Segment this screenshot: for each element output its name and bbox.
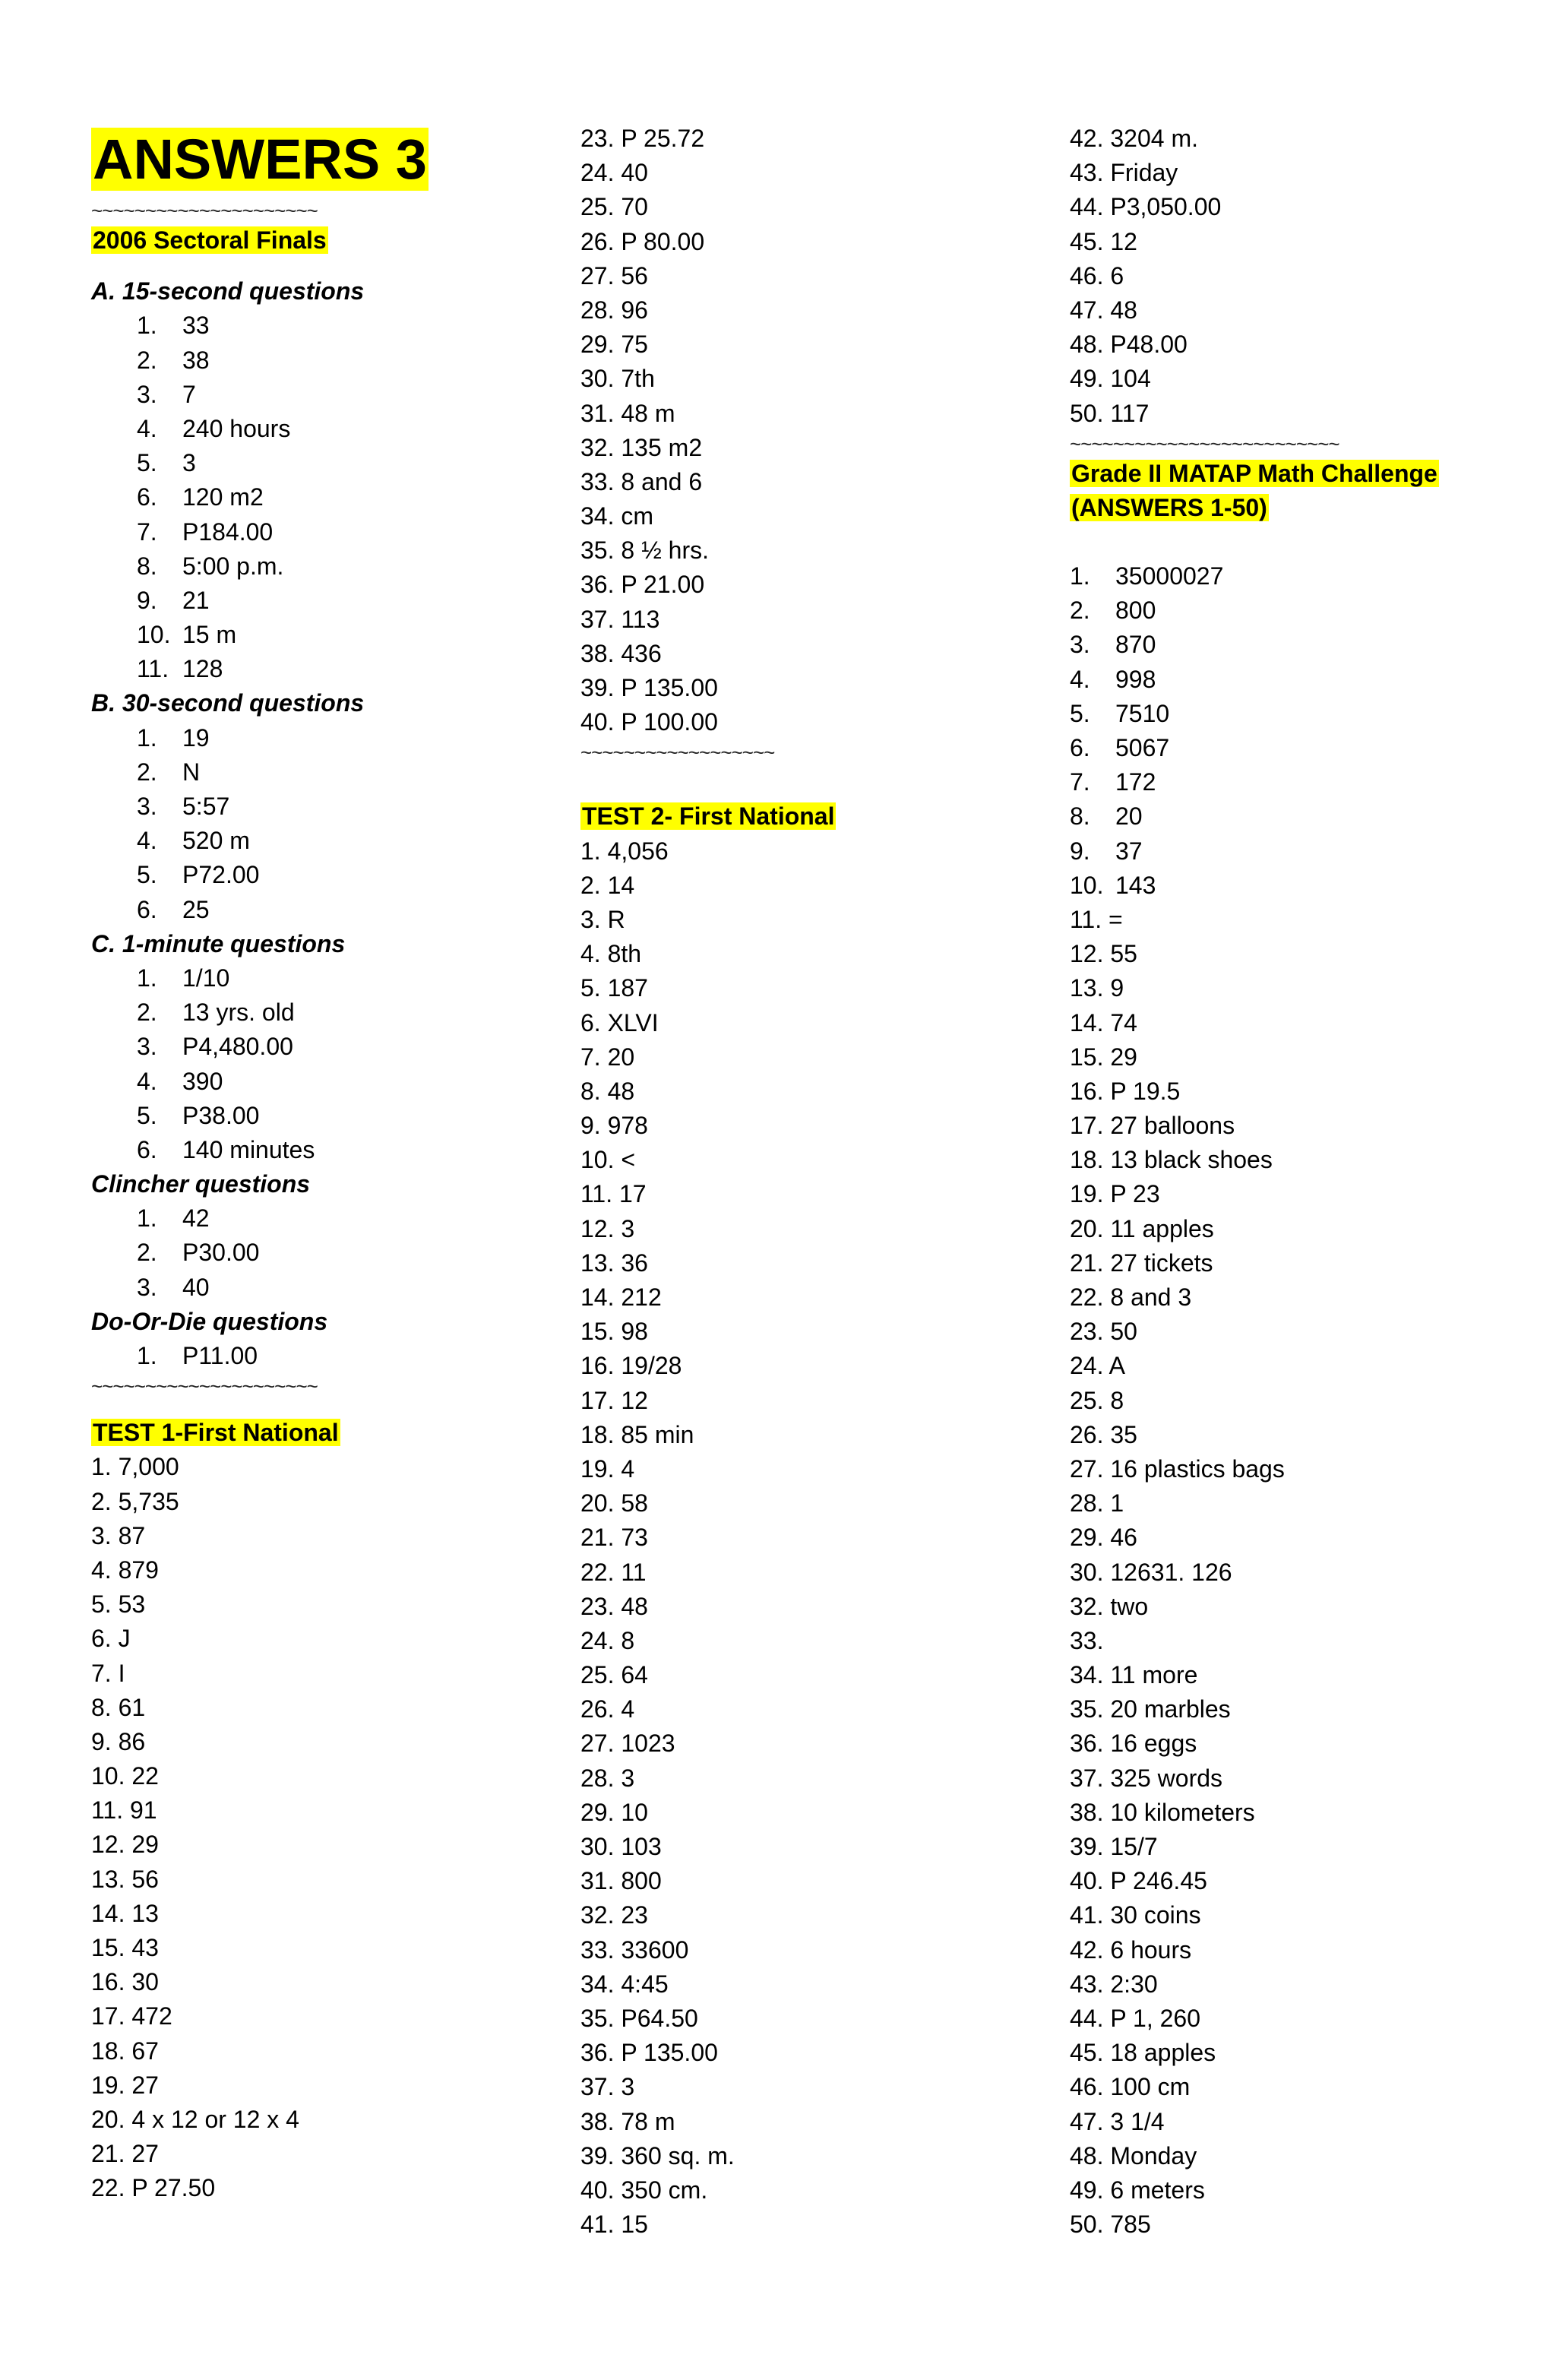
matap-list-continued	[1070, 903, 1526, 2242]
list-item: 30. 12631. 126	[1070, 1558, 1232, 1586]
list-item: 33. 8 and 6	[580, 467, 703, 495]
matap-heading-line-1: Grade II MATAP Math Challenge	[1071, 459, 1437, 487]
item-number: 4.	[137, 827, 157, 855]
list-item: 9. 86	[91, 1727, 146, 1755]
item-number: 1.	[137, 1204, 157, 1233]
list-item: 6. XLVI	[580, 1008, 659, 1037]
item-value: 520 m	[182, 827, 250, 855]
list-item: 29. 75	[580, 331, 648, 359]
section-label: A. 15-second questions	[91, 277, 365, 305]
list-item	[91, 412, 562, 446]
test1-heading: TEST 1-First National	[93, 1419, 339, 1447]
list-item: 31. 48 m	[580, 399, 675, 427]
list-item	[91, 790, 562, 824]
list-item: 24. 8	[580, 1626, 635, 1654]
list-item: 33. 33600	[580, 1935, 689, 1964]
list-item: 18. 85 min	[580, 1420, 694, 1448]
item-number: 1.	[137, 964, 157, 992]
list-item	[1070, 593, 1526, 628]
list-item: 12. 29	[91, 1831, 159, 1859]
item-value: P30.00	[182, 1239, 260, 1267]
list-item: 14. 212	[580, 1283, 662, 1311]
item-value: 5:00 p.m.	[182, 552, 284, 580]
list-item: 35. 8 ½ hrs.	[580, 536, 709, 565]
list-item: 37. 3	[580, 2073, 635, 2101]
list-item: 47. 48	[1070, 296, 1137, 324]
list-item	[1070, 559, 1526, 593]
list-item: 28. 3	[580, 1764, 635, 1792]
list-item: 13. 36	[580, 1249, 648, 1277]
list-item: 22. 8 and 3	[1070, 1283, 1192, 1311]
list-item: 3. R	[580, 905, 625, 933]
section-label: Do-Or-Die questions	[91, 1307, 328, 1335]
list-item: 12. 55	[1070, 940, 1137, 968]
list-item	[91, 480, 562, 514]
list-item: 19. 4	[580, 1454, 635, 1483]
list-item: 28. 1	[1070, 1489, 1124, 1518]
list-item: 36. 16 eggs	[1070, 1730, 1197, 1758]
divider: ~~~~~~~~~~~~~~~~~~~~~~~~~	[1070, 432, 1339, 455]
list-item	[91, 1133, 562, 1167]
list-item: 48. P48.00	[1070, 331, 1188, 359]
list-item: 41. 30 coins	[1070, 1901, 1201, 1929]
list-item: 21. 27 tickets	[1070, 1249, 1213, 1277]
list-item	[91, 1201, 562, 1236]
list-item	[91, 893, 562, 927]
list-item: 44. P3,050.00	[1070, 193, 1222, 221]
item-value: 19	[182, 723, 210, 752]
item-value: 42	[182, 1204, 210, 1233]
list-item: 23. 50	[1070, 1318, 1137, 1346]
list-item: 25. 70	[580, 193, 648, 221]
item-value: 25	[182, 895, 210, 923]
list-item: 38. 78 m	[580, 2107, 675, 2135]
item-number: 6.	[137, 483, 157, 511]
list-item	[1070, 799, 1526, 834]
list-item: 12. 3	[580, 1214, 635, 1242]
sectoral-heading: 2006 Sectoral Finals	[93, 226, 327, 254]
list-item	[91, 995, 562, 1030]
list-item: 43. 2:30	[1070, 1970, 1158, 1998]
list-item: 9. 978	[580, 1112, 648, 1140]
test1-list	[91, 1450, 562, 2205]
list-item: 1. 4,056	[580, 837, 669, 865]
list-item: 45. 18 apples	[1070, 2039, 1216, 2067]
list-item: 2. 14	[580, 871, 635, 899]
item-number: 9.	[137, 586, 157, 614]
item-number: 3.	[137, 793, 157, 820]
list-item: 40. 350 cm.	[580, 2176, 708, 2204]
list-item: 26. 4	[580, 1695, 635, 1723]
item-number: 8.	[1070, 802, 1090, 831]
test2-list	[580, 834, 1052, 2242]
list-item: 16. 19/28	[580, 1352, 682, 1380]
item-value: 21	[182, 586, 210, 614]
list-item: 28. 96	[580, 296, 648, 324]
item-number: 1.	[137, 723, 157, 752]
list-item: 17. 472	[91, 2002, 172, 2030]
list-item	[91, 343, 562, 378]
list-item: 32. 135 m2	[580, 433, 703, 461]
list-item: 1. 7,000	[91, 1453, 179, 1481]
list-item: 14. 74	[1070, 1008, 1137, 1037]
list-item: 6. J	[91, 1625, 131, 1653]
test2-list-continued	[1070, 122, 1526, 431]
list-item	[91, 584, 562, 618]
list-item: 49. 6 meters	[1070, 2176, 1205, 2204]
list-item: 5. 53	[91, 1590, 146, 1619]
item-value: 13 yrs. old	[182, 999, 295, 1027]
item-value: 7	[182, 380, 196, 408]
list-item: 30. 7th	[580, 365, 655, 393]
item-number: 7.	[137, 517, 157, 546]
list-item: 17. 27 balloons	[1070, 1112, 1235, 1140]
list-item: 46. 6	[1070, 261, 1124, 290]
list-item: 48. Monday	[1070, 2141, 1197, 2170]
item-value: 20	[1115, 802, 1143, 831]
divider: ~~~~~~~~~~~~~~~~~~~~~	[91, 1375, 318, 1398]
list-item: 13. 9	[1070, 974, 1124, 1002]
item-value: 143	[1115, 871, 1156, 899]
list-item	[91, 446, 562, 480]
column-3	[1070, 122, 1526, 2242]
list-item: 26. P 80.00	[580, 227, 705, 255]
list-item: 21. 73	[580, 1524, 648, 1552]
matap-list	[1070, 559, 1526, 903]
list-item: 29. 10	[580, 1798, 648, 1826]
list-item: 8. 48	[580, 1077, 635, 1105]
list-item: 33.	[1070, 1626, 1104, 1654]
item-number: 2.	[137, 758, 157, 786]
list-item: 45. 12	[1070, 227, 1137, 255]
list-item: 7. 20	[580, 1043, 635, 1071]
list-item: 14. 13	[91, 1899, 159, 1927]
item-value: 140 minutes	[182, 1135, 315, 1163]
item-number: 6.	[137, 1135, 157, 1163]
list-item: 8. 61	[91, 1693, 146, 1721]
list-item: 29. 46	[1070, 1524, 1137, 1552]
list-item: 18. 67	[91, 2037, 159, 2065]
list-item	[1070, 663, 1526, 697]
list-item	[91, 755, 562, 790]
list-item: 34. 11 more	[1070, 1661, 1198, 1689]
list-item: 10. 22	[91, 1762, 159, 1790]
divider: ~~~~~~~~~~~~~~~~~~	[580, 741, 775, 764]
list-item: 24. 40	[580, 159, 648, 187]
column-2	[580, 122, 1052, 2242]
list-item: 30. 103	[580, 1833, 662, 1860]
item-number: 5.	[137, 449, 157, 477]
list-item: 4. 8th	[580, 940, 642, 968]
list-item: 20. 58	[580, 1489, 648, 1518]
item-number: 3.	[137, 380, 157, 408]
item-value: 33	[182, 312, 210, 340]
list-item: 43. Friday	[1070, 159, 1178, 187]
list-item: 38. 10 kilometers	[1070, 1798, 1255, 1826]
test2-heading: TEST 2- First National	[582, 802, 835, 831]
section-label: B. 30-second questions	[91, 689, 365, 717]
list-item	[1070, 765, 1526, 799]
list-item: 37. 325 words	[1070, 1764, 1223, 1792]
list-item: 37. 113	[580, 605, 660, 633]
item-number: 4.	[137, 1067, 157, 1095]
item-value: 800	[1115, 597, 1156, 625]
list-item: 23. P 25.72	[580, 125, 705, 152]
list-item: 21. 27	[91, 2140, 159, 2168]
list-item	[91, 1030, 562, 1064]
list-item: 24. A	[1070, 1352, 1125, 1380]
list-item: 25. 8	[1070, 1386, 1124, 1414]
list-item: 13. 56	[91, 1865, 159, 1893]
list-item: 36. P 135.00	[580, 2039, 718, 2067]
matap-heading-line-2: (ANSWERS 1-50)	[1071, 493, 1267, 521]
list-item: 34. cm	[580, 502, 654, 530]
list-item	[91, 1065, 562, 1099]
section-label: Clincher questions	[91, 1170, 311, 1198]
item-value: P4,480.00	[182, 1033, 293, 1061]
item-number: 3.	[137, 1033, 157, 1061]
list-item: 15. 29	[1070, 1043, 1137, 1071]
item-value: N	[182, 758, 201, 786]
item-number: 6.	[1070, 734, 1090, 761]
item-number: 9.	[1070, 837, 1090, 865]
item-value: P11.00	[182, 1342, 258, 1369]
item-number: 3.	[137, 1273, 157, 1301]
list-item: 20. 4 x 12 or 12 x 4	[91, 2105, 299, 2133]
item-number: 8.	[137, 552, 157, 580]
item-value: P184.00	[182, 517, 274, 546]
item-number: 4.	[137, 414, 157, 442]
item-value: 38	[182, 346, 210, 374]
list-item: 41. 15	[580, 2211, 648, 2239]
list-item: 46. 100 cm	[1070, 2073, 1191, 2101]
list-item: 19. 27	[91, 2071, 159, 2099]
item-value: 15 m	[182, 621, 237, 649]
item-value: 37	[1115, 837, 1143, 865]
list-item	[91, 378, 562, 412]
item-number: 3.	[1070, 631, 1090, 659]
list-item: 47. 3 1/4	[1070, 2107, 1165, 2135]
list-item: 42. 6 hours	[1070, 1935, 1192, 1964]
list-item: 40. P 246.45	[1070, 1867, 1207, 1895]
list-item: 39. 15/7	[1070, 1833, 1158, 1860]
item-value: 40	[182, 1273, 210, 1301]
list-item: 17. 12	[580, 1386, 648, 1414]
item-value: 390	[182, 1067, 223, 1095]
list-item	[91, 961, 562, 995]
item-value: 998	[1115, 665, 1156, 693]
sectoral-list	[91, 274, 562, 1373]
item-number: 1.	[137, 1342, 157, 1369]
list-item: 11. =	[1070, 905, 1123, 933]
item-number: 1.	[137, 312, 157, 340]
item-value: 1/10	[182, 964, 230, 992]
list-item: 20. 11 apples	[1070, 1214, 1214, 1242]
item-value: 120 m2	[182, 483, 264, 511]
list-item: 44. P 1, 260	[1070, 2004, 1200, 2032]
item-number: 5.	[1070, 699, 1090, 727]
list-item: 25. 64	[580, 1661, 648, 1689]
list-item: 15. 98	[580, 1318, 648, 1346]
item-number: 4.	[1070, 665, 1090, 693]
item-value: 128	[182, 655, 223, 683]
item-number: 2.	[137, 999, 157, 1027]
list-item	[91, 1099, 562, 1133]
list-item	[91, 721, 562, 755]
list-item: 23. 48	[580, 1592, 648, 1620]
list-item: 11. 91	[91, 1796, 157, 1825]
list-item: 15. 43	[91, 1934, 159, 1961]
list-item: 34. 4:45	[580, 1970, 669, 1998]
list-item	[91, 309, 562, 343]
list-item	[91, 1339, 562, 1373]
item-value: P72.00	[182, 861, 260, 889]
list-item: 27. 16 plastics bags	[1070, 1454, 1285, 1483]
item-value: 870	[1115, 631, 1156, 659]
item-number: 2.	[137, 1239, 157, 1267]
list-item: 16. 30	[91, 1968, 159, 1996]
list-item: 36. P 21.00	[580, 571, 705, 599]
list-item: 19. P 23	[1070, 1180, 1160, 1208]
list-item: 39. 360 sq. m.	[580, 2141, 735, 2170]
list-item: 18. 13 black shoes	[1070, 1146, 1273, 1174]
test1-list-continued	[580, 122, 1052, 739]
item-value: 240 hours	[182, 414, 291, 442]
list-item: 2. 5,735	[91, 1487, 179, 1515]
item-value: 5:57	[182, 793, 230, 820]
item-number: 10.	[137, 621, 171, 649]
item-number: 6.	[137, 895, 157, 923]
list-item: 11. 17	[580, 1180, 647, 1208]
list-item	[1070, 628, 1526, 662]
item-number: 10.	[1070, 871, 1104, 899]
list-item: 7. I	[91, 1659, 125, 1687]
list-item	[91, 1271, 562, 1305]
list-item: 26. 35	[1070, 1420, 1137, 1448]
list-item: 38. 436	[580, 639, 662, 667]
divider: ~~~~~~~~~~~~~~~~~~~~~	[91, 199, 318, 222]
list-item: 39. P 135.00	[580, 674, 718, 701]
section-label: C. 1-minute questions	[91, 929, 346, 957]
list-item: 16. P 19.5	[1070, 1077, 1181, 1105]
list-item	[1070, 869, 1526, 903]
item-number: 5.	[137, 1101, 157, 1129]
list-item: 32. 23	[580, 1901, 648, 1929]
list-item: 22. 11	[580, 1558, 647, 1586]
list-item: 10. <	[580, 1146, 636, 1174]
list-item: 27. 1023	[580, 1730, 675, 1758]
list-item	[91, 1236, 562, 1270]
item-number: 7.	[1070, 768, 1090, 796]
list-item	[91, 652, 562, 686]
list-item	[91, 858, 562, 892]
item-number: 5.	[137, 861, 157, 889]
item-number: 1.	[1070, 562, 1090, 590]
list-item: 31. 800	[580, 1867, 662, 1895]
item-number: 2.	[137, 346, 157, 374]
list-item: 35. 20 marbles	[1070, 1695, 1231, 1723]
list-item: 3. 87	[91, 1521, 146, 1549]
list-item: 5. 187	[580, 974, 648, 1002]
page-title: ANSWERS 3	[93, 128, 427, 191]
item-value: 35000027	[1115, 562, 1224, 590]
item-value: 5067	[1115, 734, 1170, 761]
list-item	[91, 618, 562, 652]
list-item	[1070, 731, 1526, 765]
list-item: 49. 104	[1070, 365, 1151, 393]
list-item: 35. P64.50	[580, 2004, 698, 2032]
item-number: 2.	[1070, 597, 1090, 625]
list-item	[91, 824, 562, 858]
list-item: 50. 117	[1070, 399, 1150, 427]
list-item	[91, 549, 562, 584]
list-item: 50. 785	[1070, 2211, 1151, 2239]
item-value: 7510	[1115, 699, 1170, 727]
item-value: 3	[182, 449, 196, 477]
list-item: 22. P 27.50	[91, 2174, 216, 2202]
list-item	[1070, 834, 1526, 869]
list-item: 40. P 100.00	[580, 708, 718, 736]
item-number: 11.	[137, 655, 169, 683]
column-1	[91, 122, 562, 2206]
list-item: 27. 56	[580, 261, 648, 290]
list-item	[91, 515, 562, 549]
list-item: 4. 879	[91, 1556, 159, 1584]
list-item	[1070, 697, 1526, 731]
item-value: 172	[1115, 768, 1156, 796]
list-item: 32. two	[1070, 1592, 1149, 1620]
list-item: 42. 3204 m.	[1070, 125, 1198, 152]
item-value: P38.00	[182, 1101, 260, 1129]
